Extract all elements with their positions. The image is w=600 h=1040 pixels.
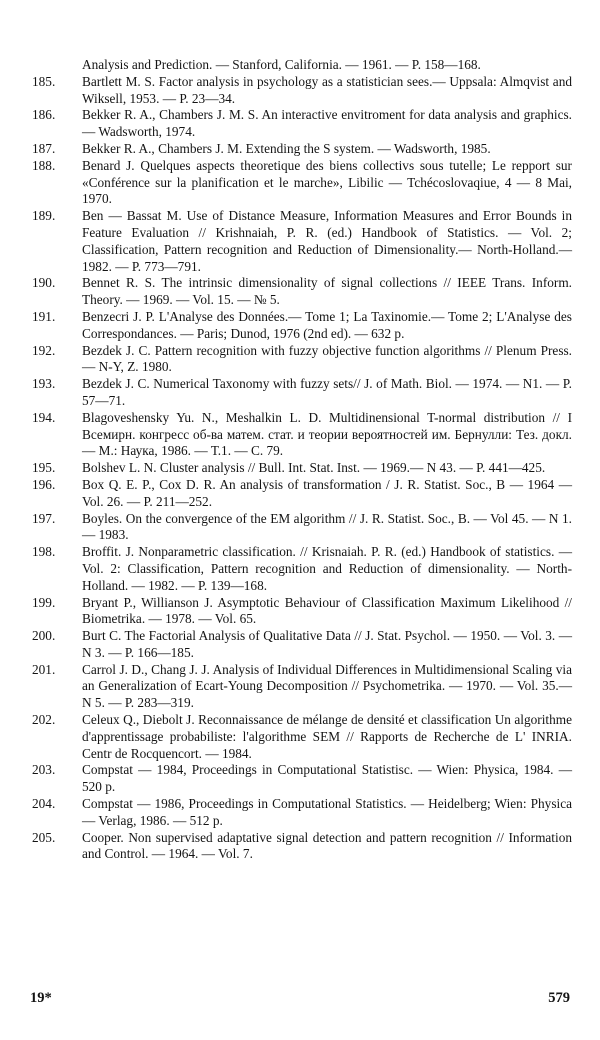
ref-number: 200. bbox=[32, 628, 56, 644]
reference-189 bbox=[32, 208, 572, 275]
ref-text: Ben — Bassat M. Use of Distance Measure, Information Measures and Error Bounds in Feature Evaluation // Krishnaiah, P. R. (ed.) Handbook of Statistics. — Vol. 2; Classification, Pattern recognition and Reduction of Dimensionality.— North-Holland.— 1982. — P. 773—791. bbox=[82, 208, 572, 274]
ref-number: 202. bbox=[32, 712, 56, 728]
reference-198 bbox=[32, 544, 572, 594]
reference-200 bbox=[32, 628, 572, 662]
ref-number: 187. bbox=[32, 140, 56, 156]
reference-194 bbox=[32, 410, 572, 460]
reference-192 bbox=[32, 343, 572, 377]
reference-202 bbox=[32, 712, 572, 762]
ref-text: Compstat — 1986, Proceedings in Computational Statistics. — Heidelberg; Wien: Physica — Verlag, 1986. — 512 p. bbox=[82, 796, 572, 828]
reference-187 bbox=[32, 141, 572, 158]
ref-text: Cooper. Non supervised adaptative signal detection and pattern recognition // Information and Control. — 1964. — Vol. 7. bbox=[82, 829, 572, 862]
reference-199 bbox=[32, 595, 572, 629]
reference-continuation: Analysis and Prediction. — Stanford, California. — 1961. — P. 158—168. bbox=[82, 57, 481, 72]
ref-number: 185. bbox=[32, 73, 56, 89]
ref-text: Burt C. The Factorial Analysis of Qualitative Data // J. Stat. Psychol. — 1950. — Vol. 3. — N 3. — P. 166—185. bbox=[82, 628, 572, 660]
ref-number: 192. bbox=[32, 342, 56, 358]
ref-text: Bolshev L. N. Cluster analysis // Bull. Int. Stat. Inst. — 1969.— N 43. — P. 441—425. bbox=[82, 460, 546, 476]
ref-number: 188. bbox=[32, 157, 56, 173]
ref-text: Carrol J. D., Chang J. J. Analysis of Individual Differences in Multidimensional Scaling via an Generalization of Ecart-Young Decomposition // Psychometrika. — 1970. — Vol. 35.— N 5. — P. 283—319. bbox=[82, 661, 572, 711]
ref-text: Benzecri J. P. L'Analyse des Données.— Tome 1; La Taxinomie.— Tome 2; L'Analyse des Correspondances. — Paris; Dunod, 1976 (2nd ed). — 632 p. bbox=[82, 308, 572, 341]
reference-197 bbox=[32, 511, 572, 545]
ref-number: 193. bbox=[32, 376, 56, 392]
ref-number: 196. bbox=[32, 476, 56, 492]
reference-201 bbox=[32, 662, 572, 712]
reference-205 bbox=[32, 830, 572, 864]
reference-186 bbox=[32, 107, 572, 141]
ref-text: Bekker R. A., Chambers J. M. S. An interactive envitroment for data analysis and graphics. — Wadsworth, 1974. bbox=[82, 107, 572, 140]
ref-text: Boyles. On the convergence of the EM algorithm // J. R. Statist. Soc., B. — Vol 45. — N 1. — 1983. bbox=[82, 510, 572, 543]
ref-number: 186. bbox=[32, 107, 56, 123]
ref-text: Bartlett M. S. Factor analysis in psychology as a statistician sees.— Uppsala: Almqvist and Wiksell, 1953. — P. 23—34. bbox=[82, 73, 572, 106]
ref-number: 198. bbox=[32, 544, 56, 560]
reference-191 bbox=[32, 309, 572, 343]
ref-text: Celeux Q., Diebolt J. Reconnaissance de mélange de densité et classification Un algorithme d'apprentissage probabiliste: l'algorithme SEM // Rapports de Recherche de L' INRIA. Centr de Rocquencort. — 1984. bbox=[82, 712, 572, 761]
ref-text: Bryant P., Willianson J. Asymptotic Behaviour of Classification Maximum Likelihood // Biometrika. — 1978. — Vol. 65. bbox=[82, 594, 572, 627]
ref-text: Bekker R. A., Chambers J. M. Extending the S system. — Wadsworth, 1985. bbox=[82, 140, 491, 156]
ref-text: Blagoveshensky Yu. N., Meshalkin L. D. Multidinensional T-normal distribution // I Всемирн. конгресс об-ва матем. стат. и теории вероятностей им. Бернулли: Тез. докл. — М.: Наука, 1986. — Т.1. — С. 79. bbox=[82, 409, 572, 459]
ref-text: Bennet R. S. The intrinsic dimensionality of signal collections // IEEE Trans. Inform. Theory. — 1969. — Vol. 15. — № 5. bbox=[82, 275, 572, 308]
reference-196 bbox=[32, 477, 572, 511]
ref-number: 194. bbox=[32, 409, 56, 425]
ref-number: 197. bbox=[32, 510, 56, 526]
ref-text: Box Q. E. P., Cox D. R. An analysis of transformation / J. R. Statist. Soc., B — 1964 — Vol. 26. — P. 211—252. bbox=[82, 476, 572, 509]
ref-number: 205. bbox=[32, 829, 56, 845]
reference-193 bbox=[32, 376, 572, 410]
ref-number: 204. bbox=[32, 796, 56, 812]
ref-number: 189. bbox=[32, 208, 56, 224]
ref-text: Benard J. Quelques aspects theoretique des biens collectivs sous tutelle; Le repport sur «Conférence sur la planification et le marche», Libilic — Tchécoslovaqiue, 4 — 8 Mai, 1970. bbox=[82, 157, 572, 207]
ref-number: 203. bbox=[32, 762, 56, 778]
reference-188 bbox=[32, 158, 572, 208]
ref-text: Broffit. J. Nonparametric classification. // Krisnaiah. P. R. (ed.) Handbook of statistics. — Vol. 2: Classification, Pattern recognition and Reduction of dimensionality. — North-Holland. — 1982. — P. 139—168. bbox=[82, 544, 572, 593]
reference-204 bbox=[32, 796, 572, 830]
ref-number: 199. bbox=[32, 594, 56, 610]
ref-number: 191. bbox=[32, 308, 56, 324]
ref-number: 201. bbox=[32, 661, 56, 677]
ref-text: Compstat — 1984, Proceedings in Computational Statistisc. — Wien: Physica, 1984. — 520 p. bbox=[82, 762, 572, 795]
reference-190 bbox=[32, 275, 572, 309]
ref-text: Bezdek J. C. Pattern recognition with fuzzy objective function algorithms // Plenum Press. — N-Y, Z. 1980. bbox=[82, 342, 572, 375]
reference-195 bbox=[32, 460, 572, 477]
reference-203 bbox=[32, 762, 572, 796]
reference-185 bbox=[32, 74, 572, 108]
ref-text: Bezdek J. C. Numerical Taxonomy with fuzzy sets// J. of Math. Biol. — 1974. — N1. — P. 57—71. bbox=[82, 376, 572, 408]
ref-number: 190. bbox=[32, 275, 56, 291]
page-footer bbox=[30, 990, 570, 1007]
signature-mark: 19* bbox=[30, 990, 52, 1006]
page-number: 579 bbox=[548, 990, 570, 1006]
ref-number: 195. bbox=[32, 460, 56, 476]
reference-list bbox=[32, 57, 572, 863]
